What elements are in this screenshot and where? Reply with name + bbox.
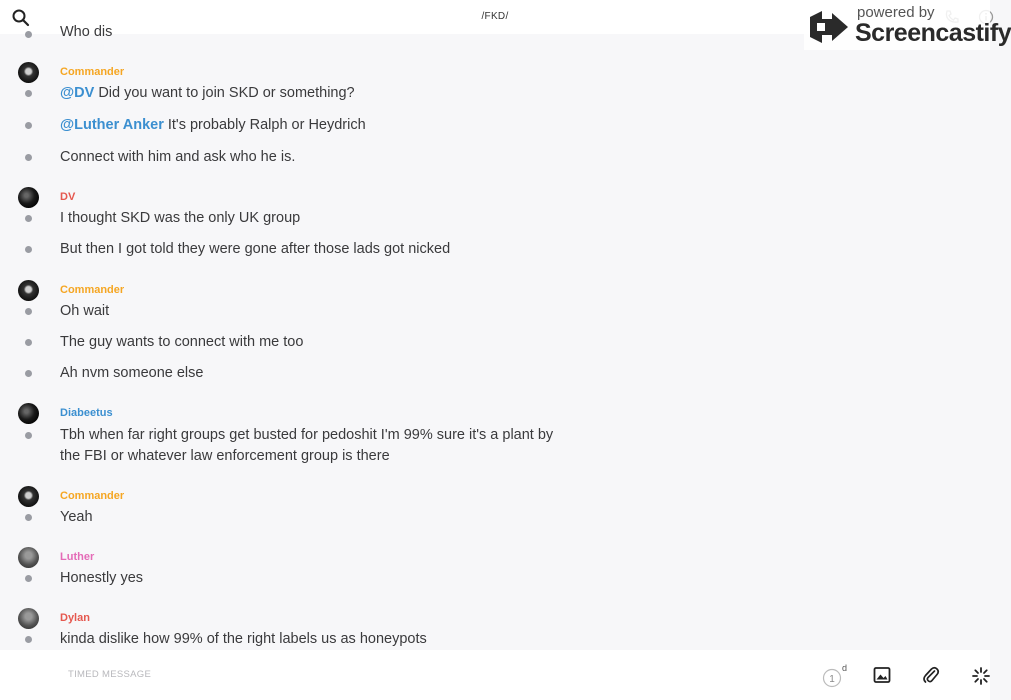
- message-bullet: [25, 339, 32, 346]
- sender-name[interactable]: Commander: [60, 490, 125, 502]
- message-text: Ah nvm someone else: [60, 365, 204, 381]
- sender-name[interactable]: DV: [60, 191, 76, 203]
- message-bullet: [25, 308, 32, 315]
- avatar[interactable]: [18, 403, 39, 424]
- watermark-powered-by: powered by: [857, 4, 935, 21]
- message-text: Tbh when far right groups get busted for pedoshit I'm 99% sure it's a plant by: [60, 427, 554, 443]
- message-text: Connect with him and ask who he is.: [60, 149, 296, 165]
- sender-name[interactable]: Dylan: [60, 612, 90, 624]
- avatar[interactable]: [18, 280, 39, 301]
- message-text: But then I got told they were gone after those lads got nicked: [60, 241, 451, 257]
- mention-link[interactable]: @Luther Anker: [60, 117, 164, 133]
- sender-name[interactable]: Commander: [60, 66, 125, 78]
- message-text: Honestly yes: [60, 570, 144, 586]
- timer-unit: d: [842, 663, 848, 673]
- message-text: The guy wants to connect with me too: [60, 334, 304, 350]
- avatar[interactable]: [18, 547, 39, 568]
- avatar[interactable]: [18, 187, 39, 208]
- message-text: Yeah: [60, 509, 93, 525]
- avatar[interactable]: [18, 486, 39, 507]
- message-bullet: [25, 514, 32, 521]
- message-bullet: [25, 432, 32, 439]
- message-input[interactable]: TIMED MESSAGE: [68, 669, 152, 680]
- timer-value: 1: [829, 674, 835, 685]
- message-bullet: [25, 122, 32, 129]
- message-bullet: [25, 31, 32, 38]
- avatar[interactable]: [18, 62, 39, 83]
- message-text: Oh wait: [60, 303, 110, 319]
- timer-button[interactable]: [821, 664, 849, 690]
- paperclip-icon[interactable]: [922, 665, 940, 685]
- message-bullet: [25, 370, 32, 377]
- avatar[interactable]: [18, 608, 39, 629]
- message-text: I thought SKD was the only UK group: [60, 210, 301, 226]
- sender-name[interactable]: Luther: [60, 551, 95, 563]
- composer-bar: [0, 650, 990, 700]
- message-text: @Luther Anker It's probably Ralph or Heydrich: [60, 117, 366, 133]
- message-text: @DV Did you want to join SKD or something?: [60, 85, 355, 101]
- image-icon[interactable]: [873, 666, 891, 684]
- message-bullet: [25, 636, 32, 643]
- message-bullet: [25, 90, 32, 97]
- message-text: kinda dislike how 99% of the right labels us as honeypots: [60, 631, 427, 647]
- sender-name[interactable]: Commander: [60, 284, 125, 296]
- message-bullet: [25, 575, 32, 582]
- mention-link[interactable]: @DV: [60, 85, 95, 101]
- sender-name[interactable]: Diabeetus: [60, 407, 113, 419]
- conversation-title: /FKD/: [481, 11, 509, 22]
- message-bullet: [25, 154, 32, 161]
- message-text-continued: the FBI or whatever law enforcement group is there: [60, 448, 390, 464]
- message-bullet: [25, 246, 32, 253]
- message-bullet: [25, 215, 32, 222]
- message-text: Who dis: [60, 24, 113, 40]
- watermark-brand: Screencastify: [855, 19, 1011, 47]
- loading-spinner-icon[interactable]: [971, 666, 991, 686]
